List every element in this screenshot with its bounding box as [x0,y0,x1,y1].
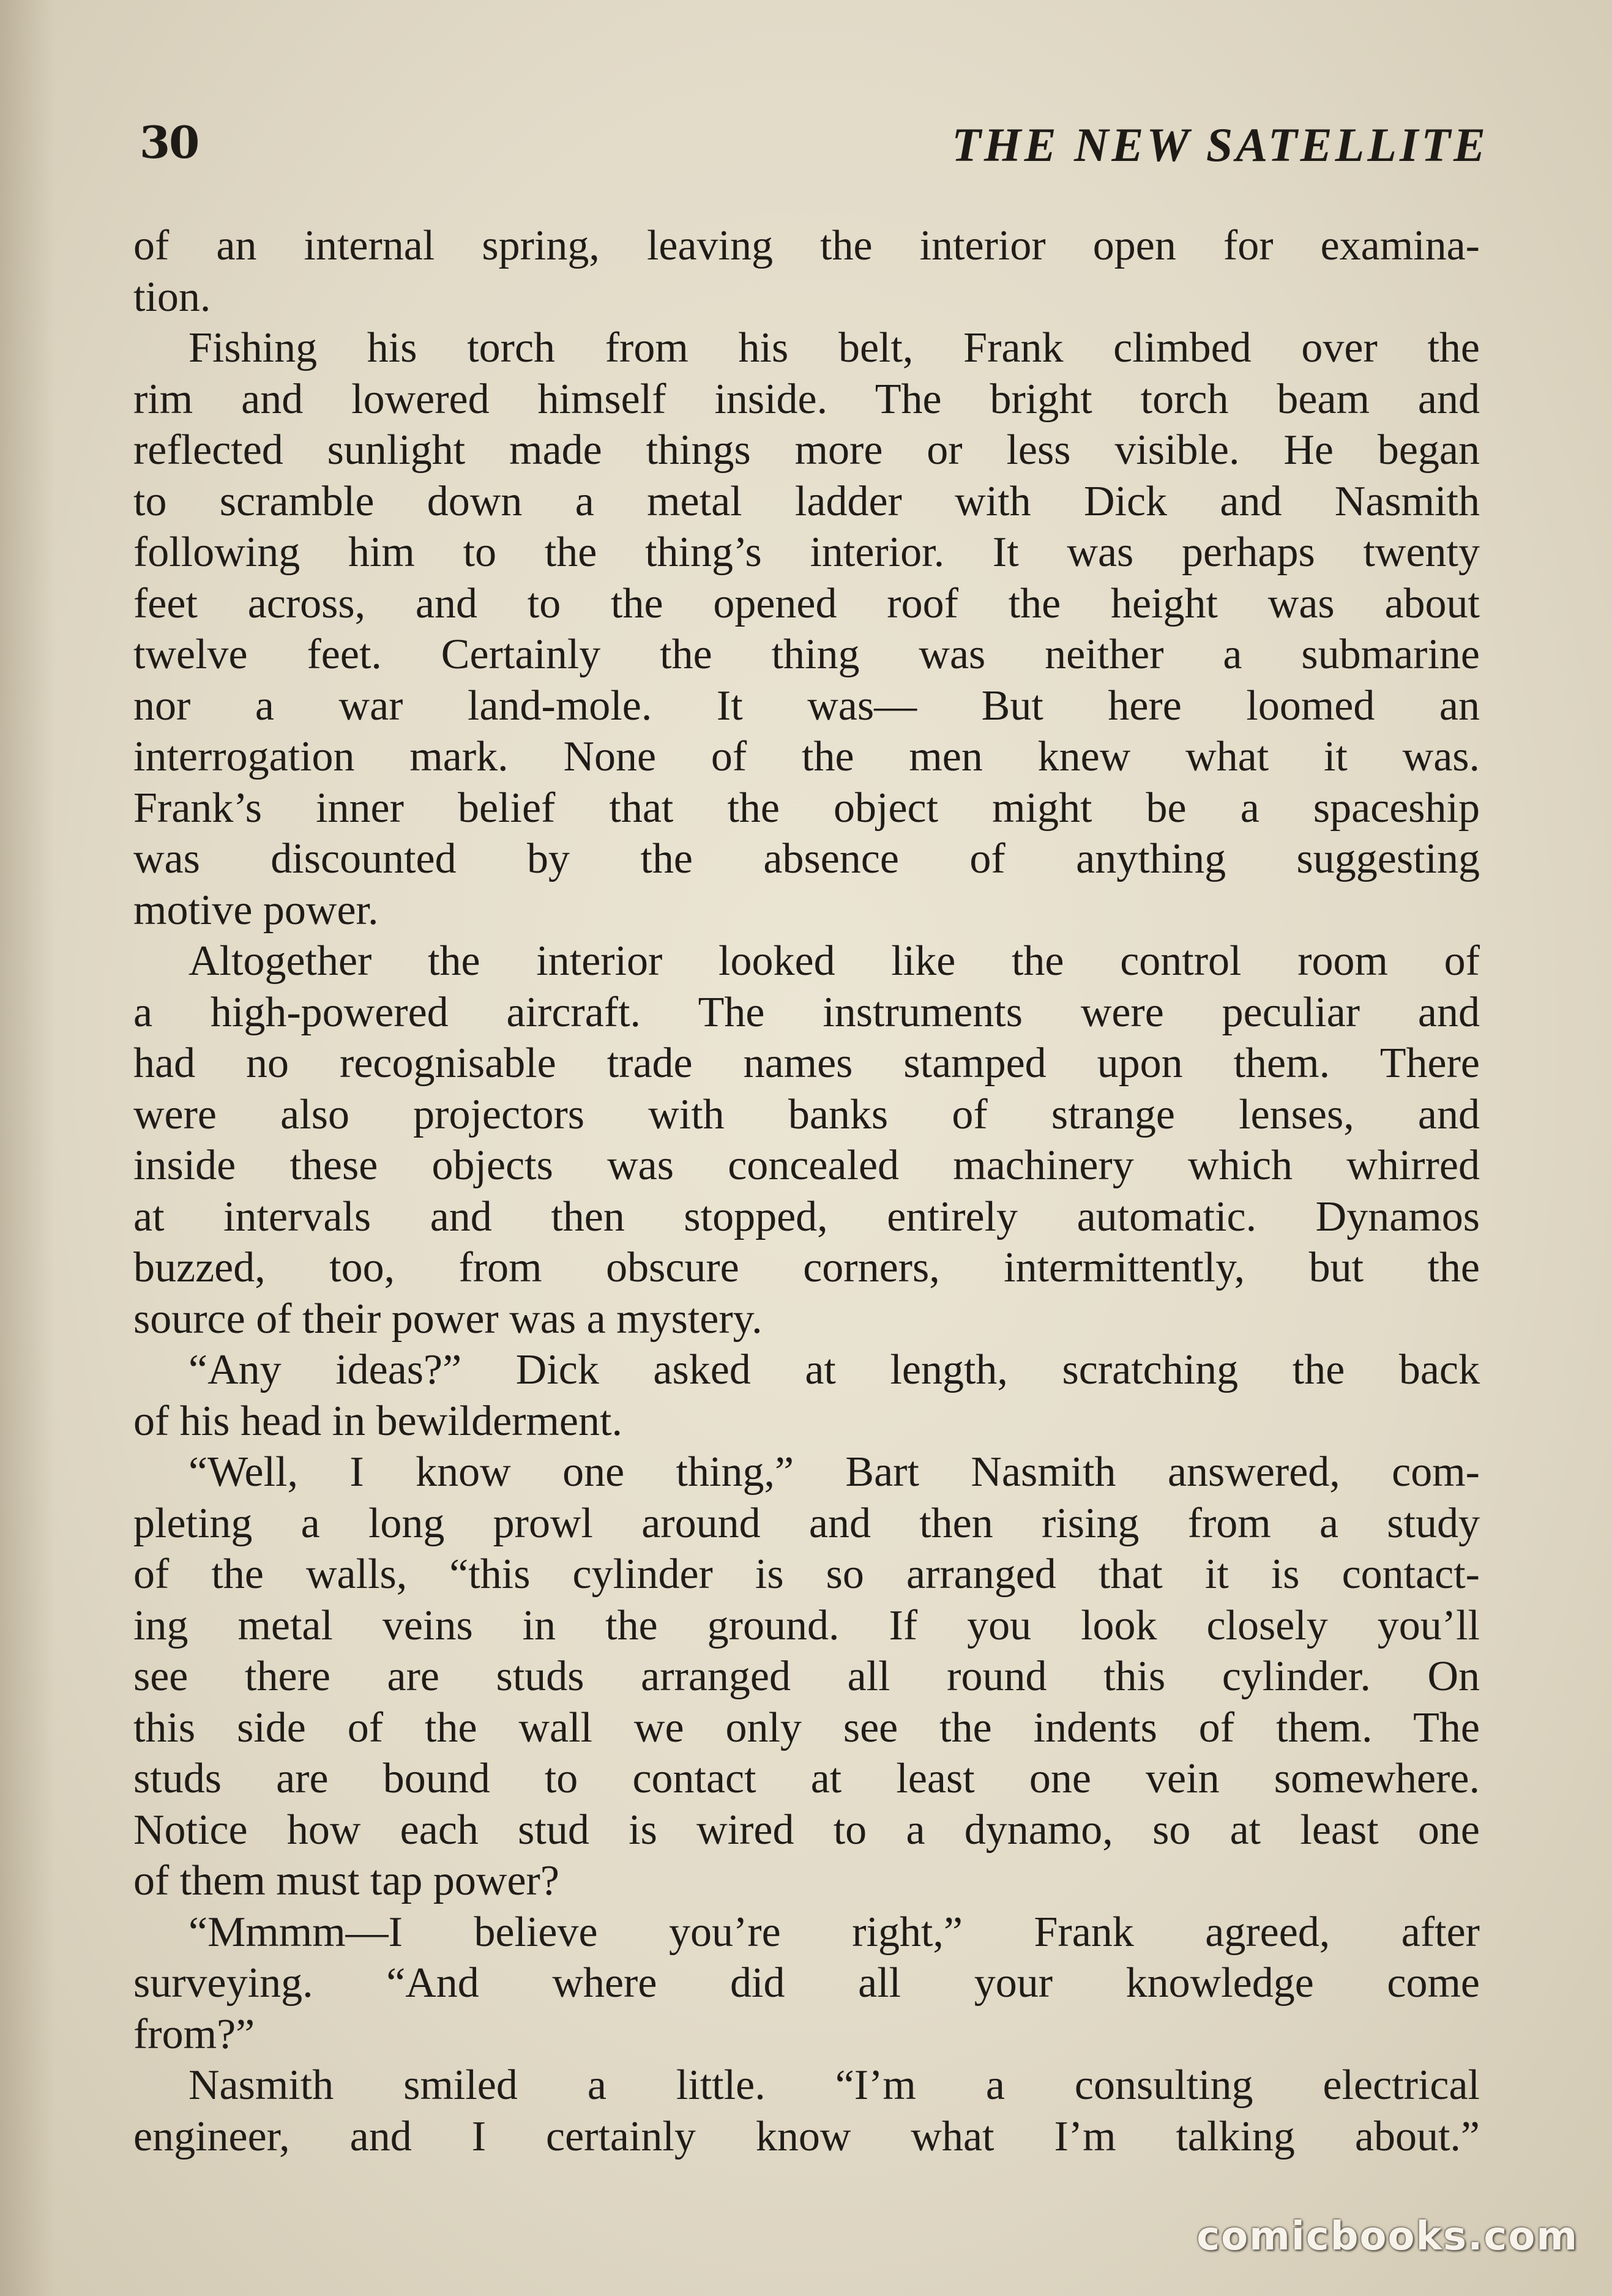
text-line: engineer, and I certainly know what I’m talking about.” [133,2112,1480,2160]
text-line: reflected sunlight made things more or less visible. He began [133,427,1480,474]
text-line: were also projectors with banks of strange lenses, and [133,1090,1480,1138]
text-line: ing metal veins in the ground. If you look closely you’ll [133,1601,1480,1649]
text-line: tion. [133,273,211,321]
text-line: rim and lowered himself inside. The bright torch beam and [133,375,1480,423]
text-line: “Well, I know one thing,” Bart Nasmith answered, com- [188,1448,1480,1496]
text-line: nor a war land-mole. It was— But here loomed an [133,682,1480,729]
text-line: of them must tap power? [133,1857,559,1904]
text-line: Nasmith smiled a little. “I’m a consulting electrical [188,2062,1480,2109]
text-line: Fishing his torch from his belt, Frank climbed over the [188,324,1480,371]
text-line: see there are studs arranged all round this cylinder. On [133,1653,1480,1700]
text-line: was discounted by the absence of anything suggesting [133,835,1480,882]
text-line: Notice how each stud is wired to a dynamo, so at least one [133,1806,1480,1854]
text-line: inside these objects was concealed machinery which whirred [133,1142,1480,1189]
text-line: following him to the thing’s interior. It was perhaps twenty [133,529,1480,576]
text-line: buzzed, too, from obscure corners, intermittently, but the [133,1244,1480,1291]
text-line: feet across, and to the opened roof the height was about [133,580,1480,627]
text-line: interrogation mark. None of the men knew what it was. [133,733,1480,780]
text-line: twelve feet. Certainly the thing was neither a submarine [133,631,1480,678]
body-text [133,220,1480,2162]
text-line: motive power. [133,886,379,934]
text-line: studs are bound to contact at least one vein somewhere. [133,1755,1480,1802]
text-line: of his head in bewilderment. [133,1397,622,1445]
text-line: source of their power was a mystery. [133,1295,763,1343]
watermark: comicbooks.com [1196,2214,1578,2259]
text-line: “Any ideas?” Dick asked at length, scratching the back [188,1346,1480,1393]
text-line: this side of the wall we only see the indents of them. The [133,1704,1480,1751]
text-line: Frank’s inner belief that the object might be a spaceship [133,784,1480,832]
running-title: THE NEW SATELLITE [952,118,1488,171]
text-line: had no recognisable trade names stamped upon them. There [133,1040,1480,1087]
text-line: “Mmmm—I believe you’re right,” Frank agreed, after [188,1908,1480,1956]
text-line: a high-powered aircraft. The instruments were peculiar and [133,988,1480,1036]
page-number: 30 [140,116,199,168]
text-line: of an internal spring, leaving the interior open for examina- [133,222,1480,269]
text-line: from?” [133,2010,255,2058]
page-spine-shadow [0,0,55,2296]
text-line: Altogether the interior looked like the control room of [188,937,1480,985]
text-line: surveying. “And where did all your knowledge come [133,1959,1480,2007]
text-line: to scramble down a metal ladder with Dick and Nasmith [133,477,1480,525]
text-line: pleting a long prowl around and then rising from a study [133,1499,1480,1547]
text-line: at intervals and then stopped, entirely automatic. Dynamos [133,1193,1480,1240]
text-line: of the walls, “this cylinder is so arranged that it is contact- [133,1551,1480,1598]
